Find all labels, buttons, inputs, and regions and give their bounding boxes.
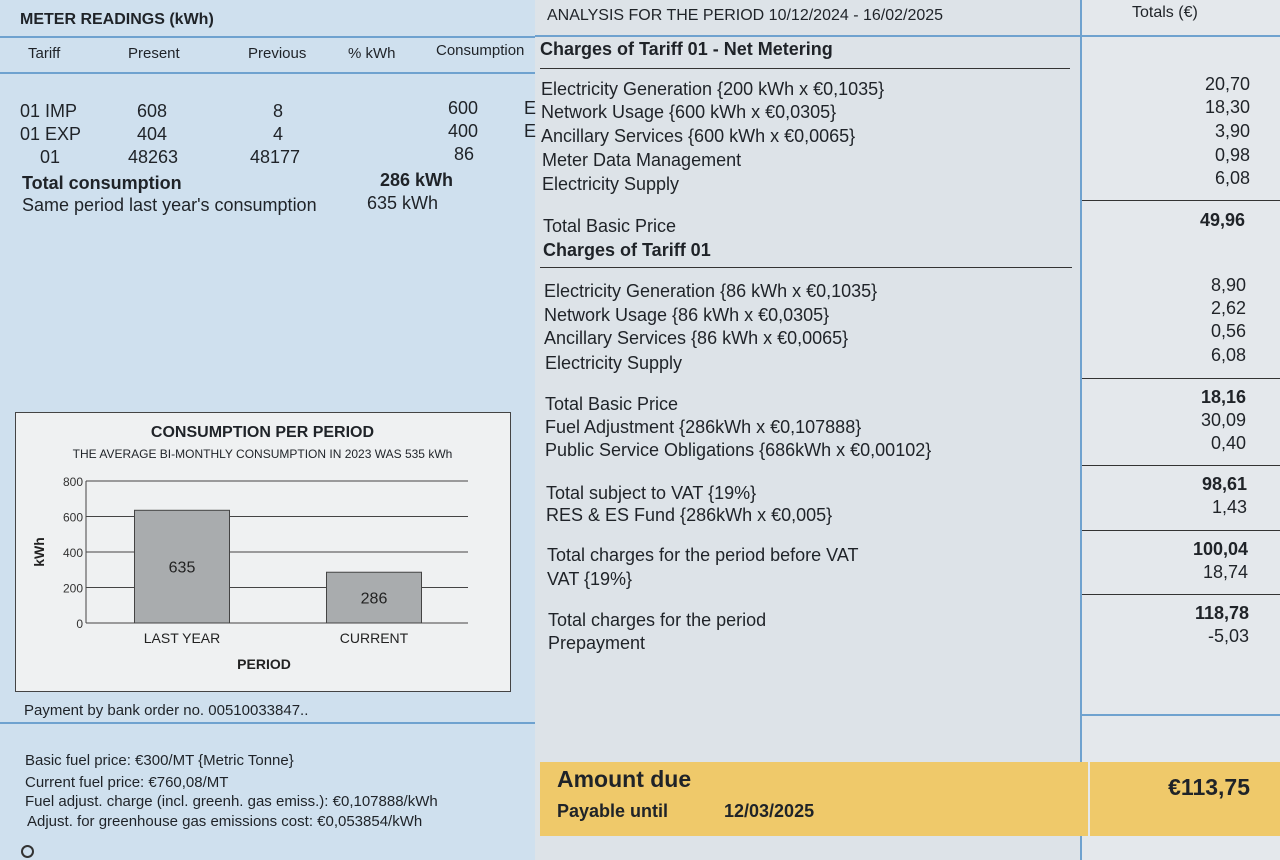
- bar-value-label: 635: [168, 559, 196, 577]
- pso-amount: 0,40: [1210, 433, 1246, 453]
- bar-value-label: 286: [360, 590, 388, 608]
- prepayment-amount: -5,03: [1207, 626, 1249, 646]
- fuel-note: Adjust. for greenhouse gas emissions cost: €0,053854/kWh: [27, 813, 423, 830]
- payable-until-label: Payable until: [557, 801, 669, 821]
- charge-amount: 20,70: [1204, 74, 1250, 94]
- row-consumption: 400: [447, 121, 478, 141]
- y-tick-label: 0: [76, 617, 83, 631]
- payment-note: Payment by bank order no. 00510033847..: [24, 702, 309, 719]
- meter-header-rule: [0, 72, 535, 74]
- subtotal-rule-4: [1082, 530, 1280, 531]
- charge-label: Ancillary Services {86 kWh x €0,0065}: [544, 328, 849, 348]
- row-flag: E: [524, 121, 537, 141]
- row-consumption: 86: [453, 144, 474, 164]
- charge-label: Network Usage {86 kWh x €0,0305}: [544, 305, 830, 325]
- before-vat-amount: 100,04: [1192, 539, 1248, 559]
- amount-due-box: [540, 762, 1088, 836]
- basic-price-amount: 18,16: [1200, 387, 1246, 407]
- row-tariff: 01: [40, 147, 61, 167]
- vat-amount: 18,74: [1202, 562, 1248, 582]
- charge-amount: 18,30: [1204, 97, 1250, 117]
- row-tariff: 01 EXP: [20, 124, 82, 144]
- payable-until-date: 12/03/2025: [724, 801, 815, 821]
- x-tick-label: CURRENT: [339, 630, 409, 646]
- row-consumption: 600: [447, 98, 478, 118]
- charge-amount: 2,62: [1210, 298, 1246, 318]
- chart-title: CONSUMPTION PER PERIOD: [150, 424, 375, 441]
- before-vat-label: Total charges for the period before VAT: [547, 545, 859, 565]
- charge-amount: 6,08: [1214, 168, 1250, 188]
- charge-amount: 0,56: [1210, 321, 1246, 341]
- header-percent: % kWh: [348, 45, 396, 62]
- fuel-adjustment-label: Fuel Adjustment {286kWh x €0,107888}: [545, 417, 862, 437]
- totals-header: Totals (€): [1132, 4, 1198, 21]
- charge-label: Electricity Supply: [542, 174, 680, 194]
- total-consumption-value: 286 kWh: [380, 170, 454, 190]
- section1-title: Charges of Tariff 01 - Net Metering: [540, 39, 833, 59]
- y-axis-label: kWh: [31, 537, 47, 567]
- hole-mark: [21, 845, 34, 858]
- fuel-adjustment-amount: 30,09: [1200, 410, 1246, 430]
- row-previous: 4: [273, 124, 284, 144]
- section2-rule: [540, 267, 1072, 268]
- pso-label: Public Service Obligations {686kWh x €0,00102}: [545, 440, 932, 460]
- row-previous: 8: [273, 101, 284, 121]
- basic-price-label: Total Basic Price: [545, 394, 679, 414]
- section1-rule: [540, 68, 1070, 69]
- subtotal-rule-5: [1082, 594, 1280, 595]
- charge-label: Ancillary Services {600 kWh x €0,0065}: [541, 126, 856, 146]
- prepayment-label: Prepayment: [548, 633, 646, 653]
- res-fund-label: RES & ES Fund {286kWh x €0,005}: [546, 505, 833, 525]
- section2-title: Charges of Tariff 01: [543, 240, 711, 260]
- meter-title: METER READINGS (kWh): [20, 11, 214, 28]
- total-consumption-label: Total consumption: [22, 173, 182, 193]
- row-flag: E: [524, 98, 537, 118]
- vat-subject-label: Total subject to VAT {19%}: [546, 483, 757, 503]
- charge-label: Electricity Generation {200 kWh x €0,1035}: [541, 79, 885, 99]
- y-tick-label: 400: [62, 546, 83, 560]
- amount-due-total-box: [1090, 762, 1280, 836]
- consumption-chart: [15, 412, 511, 692]
- analysis-header: ANALYSIS FOR THE PERIOD 10/12/2024 - 16/02/2025: [547, 7, 944, 24]
- res-fund-amount: 1,43: [1211, 497, 1247, 517]
- fuel-note: Current fuel price: €760,08/MT: [25, 774, 229, 791]
- charge-amount: 8,90: [1210, 275, 1246, 295]
- basic-price-label: Total Basic Price: [543, 216, 677, 236]
- row-tariff: 01 IMP: [20, 101, 78, 121]
- subtotal-rule-1: [1082, 200, 1280, 201]
- y-tick-label: 800: [62, 475, 83, 489]
- y-tick-label: 600: [62, 510, 83, 525]
- amount-due-label: Amount due: [557, 766, 692, 792]
- chart-plot: [16, 413, 509, 690]
- subtotal-rule-2: [1082, 378, 1280, 379]
- chart-subtitle: THE AVERAGE BI-MONTHLY CONSUMPTION IN 2023 WAS 535 kWh: [72, 447, 453, 461]
- row-present: 404: [137, 124, 168, 144]
- period-total-label: Total charges for the period: [548, 610, 767, 630]
- charge-amount: 6,08: [1210, 345, 1246, 365]
- charge-amount: 3,90: [1214, 121, 1250, 141]
- vat-subject-amount: 98,61: [1201, 474, 1247, 494]
- last-year-label: Same period last year's consumption: [22, 195, 317, 215]
- charge-label: Electricity Generation {86 kWh x €0,1035}: [544, 281, 878, 301]
- charge-label: Electricity Supply: [545, 353, 683, 373]
- amount-due-value: €113,75: [1168, 774, 1250, 800]
- fuel-note: Basic fuel price: €300/MT {Metric Tonne}: [25, 752, 294, 769]
- last-year-value: 635 kWh: [367, 193, 439, 213]
- charge-amount: 0,98: [1214, 145, 1250, 165]
- header-tariff: Tariff: [28, 45, 61, 62]
- charge-label: Meter Data Management: [542, 150, 742, 170]
- header-previous: Previous: [248, 45, 307, 62]
- row-present: 608: [137, 101, 168, 121]
- charge-label: Network Usage {600 kWh x €0,0305}: [541, 102, 837, 122]
- basic-price-amount: 49,96: [1199, 210, 1245, 230]
- x-tick-label: LAST YEAR: [143, 630, 221, 646]
- subtotal-rule-3: [1082, 465, 1280, 466]
- vat-label: VAT {19%}: [547, 569, 633, 589]
- totals-end-rule: [1082, 714, 1280, 716]
- x-axis-label: PERIOD: [237, 656, 291, 672]
- meter-title-rule: [0, 36, 535, 38]
- period-total-amount: 118,78: [1194, 603, 1249, 623]
- header-present: Present: [128, 45, 180, 62]
- header-consumption: Consumption: [436, 42, 525, 59]
- row-previous: 48177: [250, 147, 301, 167]
- row-present: 48263: [128, 147, 179, 167]
- y-tick-label: 200: [62, 581, 83, 596]
- analysis-header-rule: [535, 35, 1280, 37]
- payment-rule: [0, 722, 535, 724]
- fuel-note: Fuel adjust. charge (incl. greenh. gas emiss.): €0,107888/kWh: [25, 793, 438, 810]
